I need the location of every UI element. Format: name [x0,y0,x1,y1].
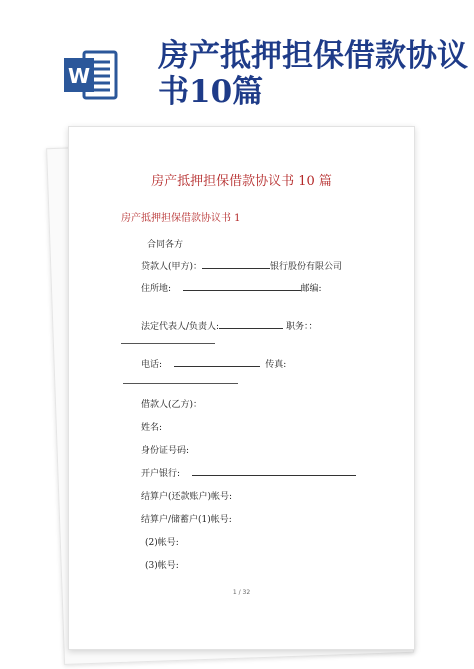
lender-blank [202,259,270,269]
word-document-icon [62,46,120,104]
lender-label: 贷款人(甲方)： [141,262,203,272]
document-subtitle: 房产抵押担保借款协议书 1 [121,213,241,224]
postcode-label: 邮编: [300,284,322,294]
phone-line [141,357,286,370]
lender-line [141,259,342,272]
page-title: 房产抵押担保借款协议书10篇 [158,38,468,110]
document-page [68,126,415,650]
word-icon-letter: W [67,64,91,88]
address-label: 住所地: [141,284,172,294]
address-blank [183,281,301,291]
lender-suffix: 银行股份有限公司 [270,262,343,272]
phone-label: 电话: [141,360,163,370]
name-label: 姓名: [141,423,163,433]
fax-rule [123,383,238,384]
borrower-label: 借款人(乙方)： [141,400,203,410]
legal-rep-line [141,319,317,332]
parties-heading: 合同各方 [147,240,184,250]
savings-account-label: 结算户/储蓄户(1)帐号: [141,515,232,525]
account-3-label: (3)帐号: [145,561,179,571]
document-title: 房产抵押担保借款协议书 10 篇 [151,174,332,189]
bank-line [141,466,356,479]
bank-label: 开户银行: [141,469,181,479]
settle-account-label: 结算户(还款账户)帐号: [141,492,233,502]
bank-blank [192,466,356,476]
account-2-label: (2)帐号: [145,538,179,548]
position-label: 职务：： [285,322,318,332]
legal-rep-rule [121,343,215,344]
address-line [141,281,322,294]
id-label: 身份证号码: [141,446,190,456]
phone-blank [174,357,260,367]
page-number: 1 / 32 [232,589,251,596]
fax-label: 传真: [265,360,287,370]
legal-rep-label: 法定代表人/负责人: [141,322,220,332]
legal-rep-blank [219,319,283,329]
